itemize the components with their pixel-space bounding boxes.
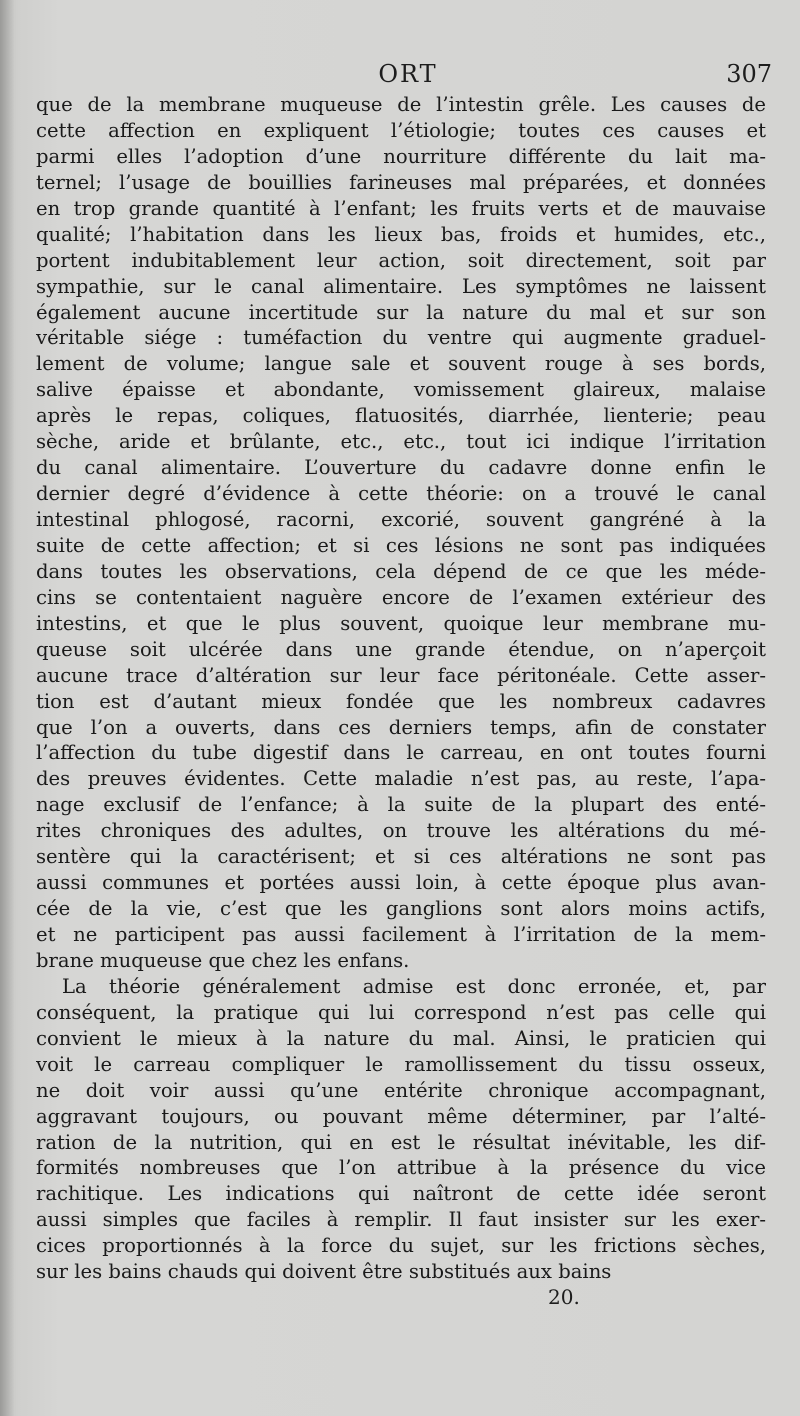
text-line: sèche, aride et brûlante, etc., etc., tout ici indique l’irritation [36, 430, 766, 454]
text-line: que l’on a ouverts, dans ces derniers temps, afin de constater [36, 715, 766, 739]
text-line: nage exclusif de l’enfance; à la suite de la plupart des enté- [36, 793, 766, 817]
text-line: aussi simples que faciles à remplir. Il faut insister sur les exer- [36, 1208, 766, 1232]
text-line: dernier degré d’évidence à cette théorie: on a trouvé le canal [36, 482, 766, 506]
page-footer [38, 1285, 778, 1315]
text-line: véritable siége : tuméfaction du ventre qui augmente graduel- [36, 326, 766, 350]
text-line: aucune trace d’altération sur leur face péritonéale. Cette asser- [36, 663, 766, 687]
text-line: des preuves évidentes. Cette maladie n’est pas, au reste, l’apa- [36, 767, 766, 791]
text-line: La théorie généralement admise est donc erronée, et, par [62, 974, 766, 998]
text-line: formités nombreuses que l’on attribue à la présence du vice [36, 1156, 766, 1180]
text-line: sympathie, sur le canal alimentaire. Les symptômes ne laissent [36, 274, 766, 298]
text-line: ternel; l’usage de bouillies farineuses mal préparées, et données [36, 170, 766, 194]
text-line: tion est d’autant mieux fondée que les nombreux cadavres [36, 689, 766, 713]
text-line: également aucune incertitude sur la nature du mal et sur son [36, 300, 766, 324]
text-line: après le repas, coliques, flatuosités, diarrhée, lienterie; peau [36, 404, 766, 428]
text-line: rites chroniques des adultes, on trouve les altérations du mé- [36, 819, 766, 843]
text-line: et ne participent pas aussi facilement à l’irritation de la mem- [36, 923, 766, 946]
page-spine-shadow [0, 0, 14, 1416]
body-text [36, 92, 766, 1285]
signature-mark: 20. [548, 1285, 580, 1309]
text-line: que de la membrane muqueuse de l’intestin grêle. Les causes de [36, 93, 766, 116]
text-line: sentère qui la caractérisent; et si ces altérations ne sont pas [36, 845, 766, 869]
text-line: rachitique. Les indications qui naîtront de cette idée seront [36, 1182, 766, 1206]
text-line: cins se contentaient naguère encore de l’examen extérieur des [36, 585, 766, 609]
text-line: convient le mieux à la nature du mal. Ainsi, le praticien qui [36, 1026, 766, 1050]
page-number: 307 [726, 60, 772, 88]
text-line: voit le carreau compliquer le ramollissement du tissu osseux, [36, 1052, 766, 1076]
text-line: aussi communes et portées aussi loin, à cette époque plus avan- [36, 871, 766, 895]
text-line: ration de la nutrition, qui en est le résultat inévitable, les dif- [36, 1130, 766, 1154]
text-line: du canal alimentaire. L’ouverture du cadavre donne enfin le [36, 456, 766, 480]
text-line: conséquent, la pratique qui lui correspond n’est pas celle qui [36, 1000, 766, 1024]
text-line: lement de volume; langue sale et souvent rouge à ses bords, [36, 352, 766, 376]
text-line: cette affection en expliquent l’étiologie; toutes ces causes et [36, 118, 766, 142]
text-line: l’affection du tube digestif dans le carreau, en ont toutes fourni [36, 741, 766, 765]
text-line: cée de la vie, c’est que les ganglions sont alors moins actifs, [36, 897, 766, 921]
text-line: aggravant toujours, ou pouvant même déterminer, par l’alté- [36, 1104, 766, 1128]
text-line: salive épaisse et abondante, vomissement glaireux, malaise [36, 378, 766, 402]
text-line: portent indubitablement leur action, soit directement, soit par [36, 248, 766, 272]
text-line: parmi elles l’adoption d’une nourriture différente du lait ma- [36, 144, 766, 168]
text-line: brane muqueuse que chez les enfans. [36, 948, 410, 972]
text-line: queuse soit ulcérée dans une grande étendue, on n’aperçoit [36, 637, 766, 661]
text-line: sur les bains chauds qui doivent être substitués aux bains [36, 1260, 612, 1284]
text-line: ne doit voir aussi qu’une entérite chronique accompagnant, [36, 1078, 766, 1102]
text-line: en trop grande quantité à l’enfant; les fruits verts et de mauvaise [36, 196, 766, 220]
text-line: cices proportionnés à la force du sujet, sur les frictions sèches, [36, 1234, 766, 1258]
text-line: dans toutes les observations, cela dépend de ce que les méde- [36, 559, 766, 583]
text-line: suite de cette affection; et si ces lésions ne sont pas indiquées [36, 533, 766, 557]
running-head: ORT [378, 60, 438, 88]
text-line: intestins, et que le plus souvent, quoique leur membrane mu- [36, 611, 766, 635]
text-line: intestinal phlogosé, racorni, excorié, souvent gangréné à la [36, 508, 766, 531]
text-line: qualité; l’habitation dans les lieux bas, froids et humides, etc., [36, 222, 766, 246]
page-header [38, 60, 778, 96]
